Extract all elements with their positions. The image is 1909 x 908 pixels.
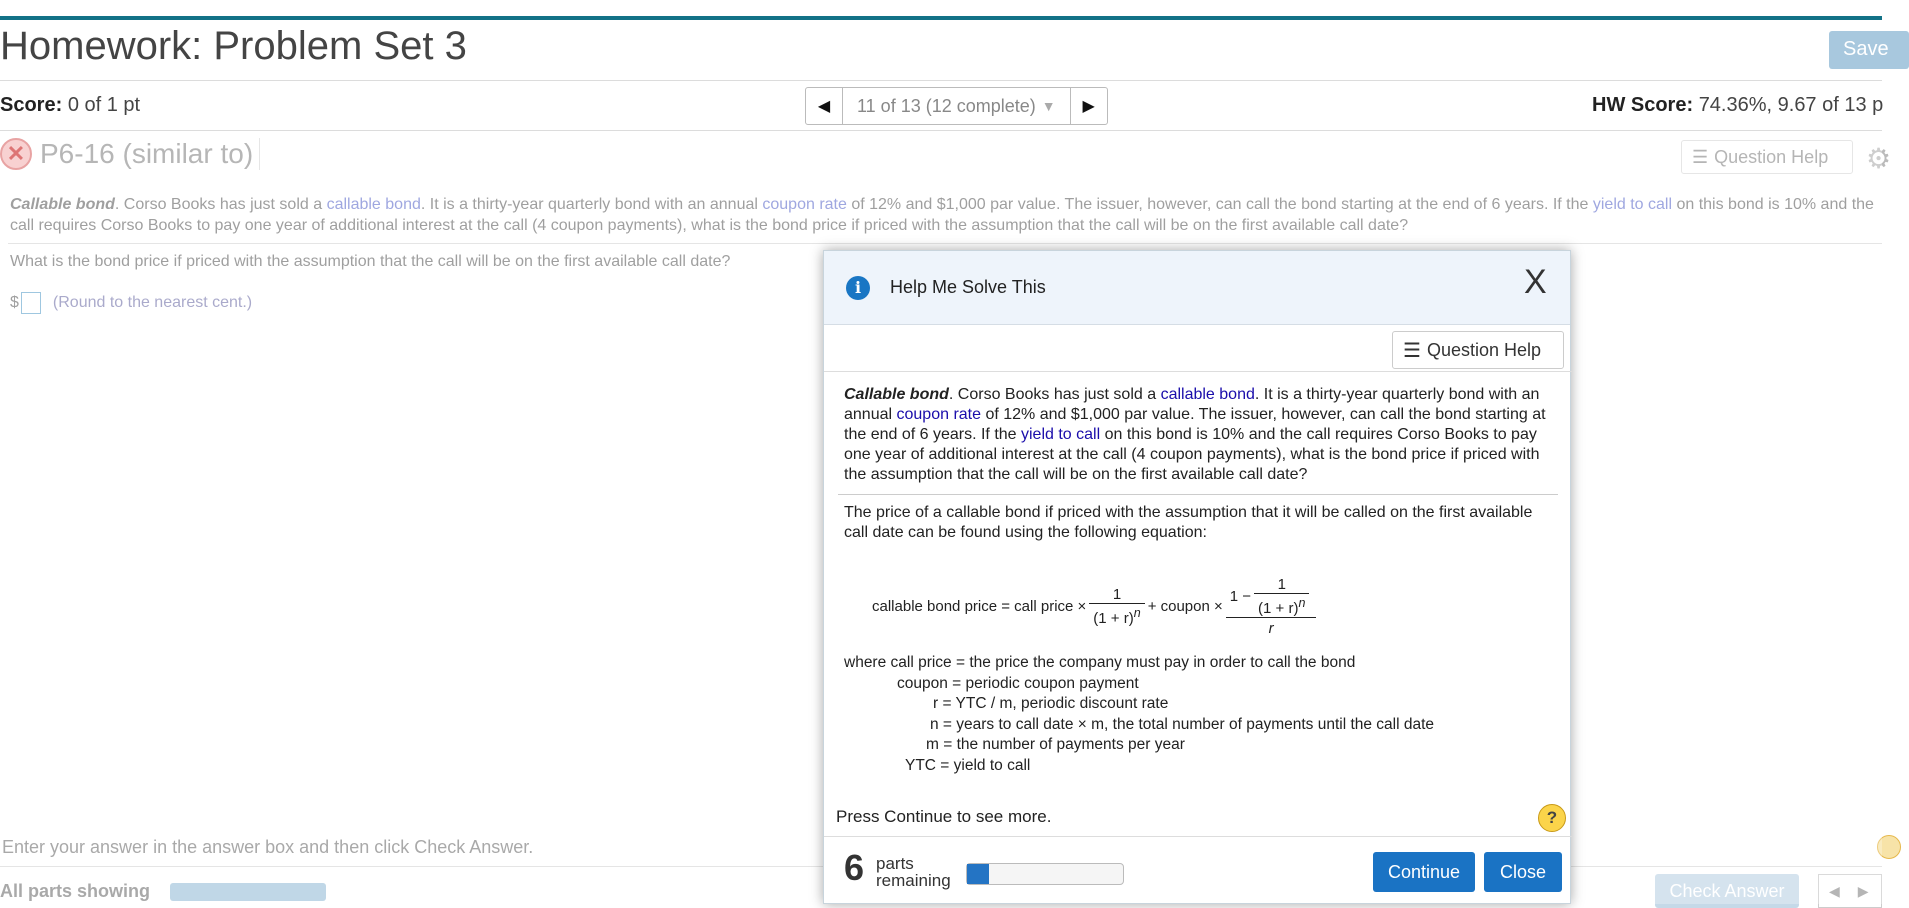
divider — [824, 836, 1572, 837]
help-icon[interactable]: ? — [1538, 804, 1566, 832]
inner-numerator: 1 — [1277, 575, 1286, 593]
annuity-denominator — [1226, 617, 1317, 637]
question-select[interactable] — [842, 88, 1071, 124]
def-coupon: coupon = periodic coupon payment — [897, 674, 1139, 692]
one-minus: 1 − — [1229, 587, 1252, 605]
caret-left-icon: ◀ — [817, 98, 831, 115]
caret-down-icon: ▼ — [1041, 98, 1056, 114]
caret-right-icon: ▶ — [1082, 98, 1095, 115]
score-display — [0, 94, 140, 117]
problem-text: on this bond is 10% and the call requires Corso Books to pay one year of additional interest at the call (4 coupon payments), what is the bond price if priced with the assumption that the call will be on the first available call date? — [10, 196, 1874, 234]
rate-symbol: r — [1268, 619, 1274, 637]
dialog-problem-statement — [844, 385, 1556, 485]
check-answer-button[interactable]: Check Answer — [1655, 874, 1799, 908]
sub-question: What is the bond price if priced with the assumption that the call will be on the first available call date? — [10, 253, 731, 270]
info-icon: i — [846, 276, 870, 300]
dialog-header — [824, 251, 1570, 325]
def-call-price: where call price = the price the company must pay in order to call the bond — [844, 654, 1356, 671]
divider — [0, 80, 1882, 81]
problem-text: . It is a thirty-year quarterly bond with an annual — [420, 196, 763, 213]
parts-label-line: remaining — [876, 871, 951, 890]
instructions: Enter your answer in the answer box and then click Check Answer. — [2, 837, 534, 857]
save-button[interactable]: Save — [1829, 31, 1909, 69]
formula-lhs: callable bond price = call price × — [872, 597, 1087, 615]
parts-progress-bar — [966, 863, 1124, 885]
exponent: n — [1133, 605, 1141, 620]
score-value: 0 of 1 pt — [67, 94, 141, 116]
def-n: n = years to call date × m, the total number of payments until the call date — [930, 715, 1435, 733]
hw-score-display — [1592, 94, 1883, 117]
incorrect-icon: ✕ — [0, 138, 32, 170]
def-ytc: YTC = yield to call — [905, 756, 1031, 774]
page-title: Homework: Problem Set 3 — [0, 24, 467, 68]
question-navigator — [805, 87, 1108, 125]
denominator-base: (1 + r) — [1093, 609, 1134, 627]
previous-question-button[interactable] — [806, 88, 842, 124]
dialog-question-help-button[interactable] — [1392, 331, 1564, 369]
question-name: P6-16 (similar to) — [40, 138, 260, 170]
callable-bond-link[interactable]: callable bond — [1160, 386, 1255, 403]
help-me-solve-this-dialog — [823, 250, 1571, 904]
parts-count: 6 — [844, 847, 865, 888]
close-icon[interactable]: X — [1524, 263, 1547, 301]
exponent: n — [1298, 595, 1306, 610]
hw-score-label: HW Score: — [1592, 94, 1694, 116]
currency-symbol: $ — [10, 294, 19, 311]
list-icon: ☰ — [1692, 146, 1709, 167]
def-m: m = the number of payments per year — [926, 736, 1185, 753]
list-icon: ☰ — [1403, 339, 1421, 362]
formula-definitions — [844, 653, 1434, 776]
problem-lead: Callable bond — [844, 386, 949, 403]
discount-fraction — [1089, 586, 1144, 627]
hw-score-value: 74.36%, 9.67 of 13 p — [1698, 94, 1884, 116]
close-button[interactable]: Close — [1484, 852, 1562, 892]
question-help-label: Question Help — [1714, 146, 1829, 167]
denominator-base: (1 + r) — [1258, 599, 1299, 617]
problem-text: on this bond is 10% and the call requires Corso Books to pay one year of additional interest at the call (4 coupon payments), what is the bond price if priced with the assumption that the call will be on the first available call date? — [844, 426, 1540, 483]
parts-label-line: parts — [876, 854, 914, 873]
question-help-label: Question Help — [1426, 339, 1542, 360]
dialog-title: Help Me Solve This — [890, 277, 1046, 297]
round-hint: (Round to the nearest cent.) — [52, 294, 253, 311]
all-parts-label: All parts showing — [0, 881, 151, 901]
inner-denominator — [1254, 593, 1309, 617]
formula-plus-coupon: + coupon × — [1147, 597, 1223, 615]
caret-right-icon[interactable]: ▶ — [1857, 882, 1869, 899]
caret-left-icon[interactable]: ◀ — [1829, 882, 1840, 899]
divider — [824, 371, 1572, 372]
numerator: 1 — [1112, 585, 1122, 603]
problem-lead: Callable bond — [10, 196, 115, 213]
def-r: r = YTC / m, periodic discount rate — [933, 695, 1169, 712]
score-label: Score: — [0, 94, 63, 116]
problem-text: . It is a thirty-year quarterly bond with an annual — [844, 386, 1540, 423]
yield-to-call-link[interactable]: yield to call — [1592, 196, 1673, 213]
annuity-numerator — [1226, 576, 1317, 617]
problem-text: . Corso Books has just sold a — [114, 196, 327, 213]
top-accent-bar — [0, 16, 1882, 20]
yield-to-call-link[interactable]: yield to call — [1021, 426, 1101, 443]
divider — [0, 130, 1882, 131]
parts-label — [876, 855, 951, 889]
continue-button[interactable]: Continue — [1373, 852, 1475, 892]
gear-icon[interactable]: ⚙ — [1866, 143, 1892, 174]
coupon-rate-link[interactable]: coupon rate — [762, 196, 847, 213]
next-question-button[interactable] — [1071, 88, 1107, 124]
press-continue-text: Press Continue to see more. — [836, 807, 1052, 826]
problem-text: of 12% and $1,000 par value. The issuer, however, can call the bond starting at the end of 6 years. If the — [844, 406, 1546, 443]
callable-bond-link[interactable]: callable bond — [326, 196, 421, 213]
coupon-rate-link[interactable]: coupon rate — [896, 406, 982, 423]
formula-intro: The price of a callable bond if priced with the assumption that it will be called on the first available call date can be found using the following equation: — [844, 504, 1533, 541]
problem-text: of 12% and $1,000 par value. The issuer, however, can call the bond starting at the end of 6 years. If the — [846, 196, 1593, 213]
inner-fraction — [1254, 576, 1309, 617]
bond-price-formula — [872, 561, 1319, 651]
annuity-fraction — [1226, 576, 1317, 637]
progress-fill — [967, 864, 989, 884]
divider — [838, 494, 1558, 495]
question-select-label: 11 of 13 (12 complete) — [857, 95, 1036, 116]
denominator — [1089, 603, 1144, 627]
problem-text: . Corso Books has just sold a — [948, 386, 1161, 403]
